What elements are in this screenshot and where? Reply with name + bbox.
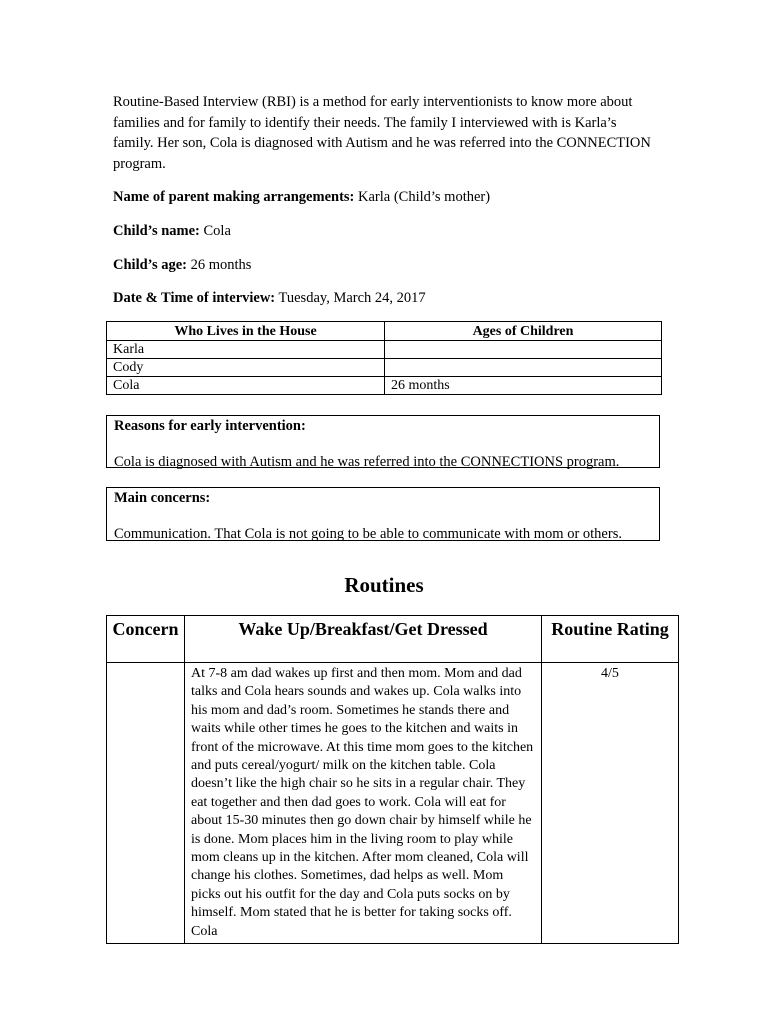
reasons-label: Reasons for early intervention: [114,418,306,434]
concerns-label: Main concerns: [114,490,211,506]
routine-rating-cell: 4/5 [542,663,679,944]
table-cell: Cola [107,377,385,395]
reasons-text: Cola is diagnosed with Autism and he was referred into the CONNECTIONS program. [114,454,620,470]
concerns-box [106,487,660,541]
child-name-label: Child’s name: [113,223,200,239]
routine-description-cell: At 7-8 am dad wakes up first and then mom. Mom and dad talks and Cola hears sounds and wakes up. Cola walks into his mom and dad’s room. Sometimes he stands there and waits while other times he goes to the kitchen and waits in front of the microwave. At this time mom goes to the kitchen and puts cereal/yogurt/ milk on the kitchen table. Cola doesn’t like the high chair so he sits in a regular chair. They eat together and then dad goes to work. Cola will eat for about 15-30 minutes then go down chair by himself while he is done. Mom places him in the living room to play while mom cleans up in the kitchen. After mom cleaned, Cola will change his clothes. Sometimes, dad helps as well. Mom picks out his outfit for the day and Cola puts socks on by himself. Mom stated that he is better for taking socks off. Cola [185,663,542,944]
routines-header-row [107,616,679,663]
child-name-field [113,221,231,241]
parent-field [113,187,490,207]
child-age-label: Child’s age: [113,257,187,273]
interview-date-value: Tuesday, March 24, 2017 [275,290,426,306]
child-age-field [113,255,251,275]
interview-date-label: Date & Time of interview: [113,290,276,306]
concern-cell [107,663,185,944]
rating-column-header [542,616,679,663]
routines-heading: Routines [344,573,424,597]
table-cell: 26 months [385,377,662,395]
routines-table [106,615,679,944]
table-row [107,341,662,359]
table-cell: Cody [107,359,385,377]
table-cell [385,341,662,359]
parent-label: Name of parent making arrangements: [113,189,355,205]
concern-header-text: Concern [112,619,179,639]
table-row [107,377,662,395]
child-name-value: Cola [199,223,231,239]
column-header: Ages of Children [385,322,662,341]
routine-header-text: Wake Up/Breakfast/Get Dressed [238,619,488,639]
reasons-box [106,415,660,468]
concerns-text: Communication. That Cola is not going to be able to communicate with mom or others. [114,526,622,542]
intro-paragraph: Routine-Based Interview (RBI) is a method for early interventionists to know more about families and for family to identify their needs. The family I interviewed with is Karla’s family. Her son, Cola is diagnosed with Autism and he was referred into the CONNECTION program. [113,94,651,172]
interview-date-field [113,288,426,308]
household-header-row [107,322,662,341]
routine-column-header [185,616,542,663]
table-row [107,359,662,377]
table-row [107,663,679,944]
parent-value: Karla (Child’s mother) [354,189,491,205]
household-table [106,321,662,395]
column-header: Who Lives in the House [107,322,385,341]
table-cell [385,359,662,377]
rating-header-text: Routine Rating [551,619,669,639]
child-age-value: 26 months [186,257,252,273]
concern-column-header [107,616,185,663]
table-cell: Karla [107,341,385,359]
